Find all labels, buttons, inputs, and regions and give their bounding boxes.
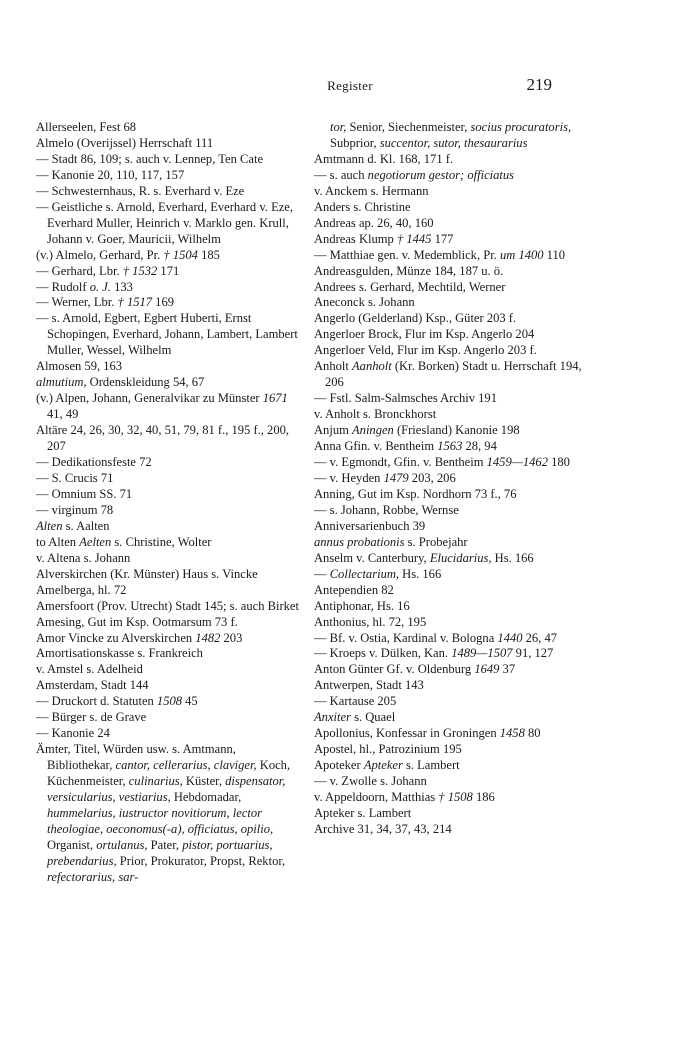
- entry-text: Aneconck s. Johann: [314, 295, 415, 310]
- entry-text: v. Amstel s. Adelheid: [36, 662, 143, 677]
- entry-text: Apostel, hl., Patrozinium 195: [314, 742, 462, 757]
- entry-text: Alverskirchen (Kr. Münster) Haus s. Vincke: [36, 566, 258, 581]
- index-entry: [314, 535, 582, 551]
- entry-text: Anholt: [314, 359, 352, 374]
- entry-text: (v.) Almelo, Gerhard, Pr.: [36, 247, 164, 262]
- index-entry: [36, 200, 300, 248]
- index-entry: [314, 423, 582, 439]
- index-entry: [36, 136, 300, 152]
- index-entry: [314, 311, 582, 327]
- entry-text: Amelberga, hl. 72: [36, 582, 127, 597]
- italic-text: † 1445: [396, 231, 432, 246]
- index-entry: [36, 694, 300, 710]
- italic-text: annus probationis: [314, 534, 405, 549]
- entry-text: 180: [547, 455, 570, 470]
- italic-text: Aelten: [79, 534, 112, 549]
- index-entry: [314, 487, 582, 503]
- entry-text: Anton Günter Gf. v. Oldenburg: [314, 662, 475, 677]
- entry-text: — Gerhard, Lbr.: [36, 263, 123, 278]
- italic-text: Elucidarius,: [429, 550, 492, 565]
- entry-text: v. Anholt s. Bronckhorst: [314, 407, 437, 422]
- italic-text: 1479: [383, 470, 409, 485]
- entry-text: to Alten: [36, 534, 80, 549]
- italic-text: 1458: [499, 726, 525, 741]
- italic-text: pistor, portuarius, prebendarius,: [47, 837, 273, 868]
- index-entry: [36, 503, 300, 519]
- entry-text: — Druckort d. Statuten: [36, 694, 157, 709]
- entry-text: s. Probejahr: [404, 534, 468, 549]
- entry-text: 37: [499, 662, 516, 677]
- entry-text: Amor Vincke zu Alverskirchen: [36, 630, 196, 645]
- index-entry: [36, 168, 300, 184]
- index-entry: [314, 264, 582, 280]
- entry-text: s. Christine, Wolter: [111, 534, 212, 549]
- entry-text: 26, 47: [522, 630, 558, 645]
- entry-text: 80: [524, 726, 541, 741]
- index-entry: [314, 471, 582, 487]
- entry-text: Andreasgulden, Münze 184, 187 u. ö.: [314, 263, 504, 278]
- index-entry: [314, 806, 582, 822]
- index-entry: [36, 184, 300, 200]
- entry-text: Anniversarienbuch 39: [314, 518, 426, 533]
- entry-text: Altäre 24, 26, 30, 32, 40, 51, 79, 81 f., 195 f., 200, 207: [36, 423, 290, 454]
- entry-text: Anning, Gut im Ksp. Nordhorn 73 f., 76: [314, 486, 517, 501]
- entry-text: Andreas ap. 26, 40, 160: [314, 215, 434, 230]
- index-entry: [314, 551, 582, 567]
- entry-text: — Bürger s. de Grave: [36, 710, 147, 725]
- italic-text: ortulanus,: [96, 837, 148, 852]
- index-entry: [36, 471, 300, 487]
- entry-text: — Kartause 205: [314, 694, 397, 709]
- entry-text: Angerloer Veld, Flur im Ksp. Angerlo 203 f.: [314, 343, 537, 358]
- index-entry: [36, 248, 300, 264]
- index-entry: [36, 615, 300, 631]
- index-entry: [36, 455, 300, 471]
- index-entry: [36, 311, 300, 359]
- entry-text: Küster,: [182, 774, 226, 789]
- index-entry: [314, 120, 582, 152]
- entry-text: (Friesland) Kanonie 198: [393, 423, 520, 438]
- index-column-right: [314, 120, 582, 838]
- index-entry: [36, 599, 300, 615]
- index-entry: [314, 822, 582, 838]
- index-entry: [36, 487, 300, 503]
- italic-text: hummelarius, iustructor novitiorum, lector theologiae, oeconomus(-a), officiatus, opilio,: [47, 805, 274, 836]
- entry-text: s. Aalten: [62, 518, 110, 533]
- entry-text: — Schwesternhaus, R. s. Everhard v. Eze: [36, 183, 245, 198]
- entry-text: 203, 206: [408, 470, 456, 485]
- index-entry: [314, 343, 582, 359]
- entry-text: Anjum: [314, 423, 352, 438]
- italic-text: socius procuratoris,: [470, 120, 572, 134]
- index-entry: [36, 567, 300, 583]
- entry-text: 45: [182, 694, 198, 709]
- index-entry: [314, 168, 582, 184]
- entry-text: v. Appeldoorn, Matthias: [314, 790, 439, 805]
- italic-text: um 1400: [499, 247, 544, 262]
- index-entry: [314, 216, 582, 232]
- index-entry: [314, 742, 582, 758]
- entry-text: v. Anckem s. Hermann: [314, 183, 429, 198]
- entry-text: — s. Arnold, Egbert, Egbert Huberti, Ernst Schopingen, Everhard, Johann, Lambert, Lambert Muller, Wessel, Wilhelm: [36, 311, 298, 358]
- entry-text: — v. Egmondt, Gfin. v. Bentheim: [314, 455, 487, 470]
- entry-text: Prior, Prokurator, Propst, Rektor,: [116, 853, 286, 868]
- index-entry: [36, 583, 300, 599]
- index-entry: [314, 359, 582, 391]
- index-entry: [314, 152, 582, 168]
- italic-text: † 1504: [163, 247, 198, 262]
- italic-text: almutium,: [36, 375, 87, 390]
- entry-text: Hs. 166: [399, 566, 442, 581]
- index-entry: [36, 423, 300, 455]
- index-entry: [36, 264, 300, 280]
- index-entry: [314, 232, 582, 248]
- entry-text: Allerseelen, Fest 68: [36, 120, 137, 134]
- entry-text: 177: [431, 231, 454, 246]
- entry-text: Angerlo (Gelderland) Ksp., Güter 203 f.: [314, 311, 517, 326]
- entry-text: Antwerpen, Stadt 143: [314, 678, 424, 693]
- italic-text: † 1532: [122, 263, 158, 278]
- entry-text: Apteker s. Lambert: [314, 805, 412, 820]
- italic-text: 1563: [437, 439, 463, 454]
- index-entry: [314, 455, 582, 471]
- entry-text: 169: [152, 295, 175, 310]
- index-entry: [314, 646, 582, 662]
- index-entry: [314, 774, 582, 790]
- index-entry: [314, 694, 582, 710]
- italic-text: † 1508: [438, 790, 473, 805]
- index-entry: [314, 439, 582, 455]
- running-head: Register: [327, 78, 373, 93]
- index-entry: [36, 726, 300, 742]
- entry-text: Pater,: [147, 837, 183, 852]
- entry-text: 171: [157, 263, 180, 278]
- index-entry: [314, 503, 582, 519]
- index-entry: [314, 726, 582, 742]
- entry-text: Organist,: [47, 837, 97, 852]
- index-entry: [36, 551, 300, 567]
- entry-text: Almosen 59, 163: [36, 359, 123, 374]
- index-entry: [36, 646, 300, 662]
- index-entry: [36, 152, 300, 168]
- entry-text: Antependien 82: [314, 582, 394, 597]
- entry-text: Amesing, Gut im Ksp. Ootmarsum 73 f.: [36, 614, 238, 629]
- entry-text: s. Quael: [350, 710, 396, 725]
- index-entry: [36, 742, 300, 886]
- entry-text: Subprior,: [330, 135, 380, 150]
- italic-text: refectorarius, sar-: [47, 869, 139, 884]
- entry-text: Amortisationskasse s. Frankreich: [36, 646, 203, 661]
- entry-text: — Stadt 86, 109; s. auch v. Lennep, Ten Cate: [36, 151, 264, 166]
- index-entry: [36, 710, 300, 726]
- entry-text: 110: [543, 247, 566, 262]
- index-entry: [314, 391, 582, 407]
- italic-text: 1489—1507: [451, 646, 513, 661]
- entry-text: — v. Zwolle s. Johann: [314, 774, 427, 789]
- italic-text: 1440: [497, 630, 523, 645]
- italic-text: tor,: [330, 120, 347, 134]
- entry-text: Almelo (Overijssel) Herrschaft 111: [36, 135, 214, 150]
- index-entry: [36, 295, 300, 311]
- index-entry: [314, 678, 582, 694]
- italic-text: cantor, cellerarius, claviger,: [115, 758, 257, 773]
- entry-text: 186: [472, 790, 495, 805]
- index-entry: [314, 200, 582, 216]
- index-entry: [314, 280, 582, 296]
- italic-text: Apteker: [363, 758, 403, 773]
- entry-text: Apoteker: [314, 758, 364, 773]
- index-entry: [36, 631, 300, 647]
- italic-text: Collectarium,: [329, 566, 400, 581]
- entry-text: Archive 31, 34, 37, 43, 214: [314, 821, 452, 836]
- entry-text: Anna Gfin. v. Bentheim: [314, 439, 438, 454]
- entry-text: 28, 94: [462, 439, 497, 454]
- entry-text: Amsterdam, Stadt 144: [36, 678, 149, 693]
- entry-text: Koch, Küchenmeister,: [47, 758, 291, 789]
- entry-text: — s. auch: [314, 167, 368, 182]
- entry-text: — Kroeps v. Dülken, Kan.: [314, 646, 452, 661]
- entry-text: Amtmann d. Kl. 168, 171 f.: [314, 151, 454, 166]
- entry-text: — Matthiae gen. v. Medemblick, Pr.: [314, 247, 500, 262]
- index-entry: [314, 599, 582, 615]
- italic-text: Aningen: [352, 423, 394, 438]
- index-entry: [36, 391, 300, 423]
- index-entry: [314, 758, 582, 774]
- italic-text: Alten: [36, 518, 63, 533]
- entry-text: (Kr. Borken) Stadt u. Herrschaft 194, 206: [325, 359, 582, 390]
- index-entry: [314, 407, 582, 423]
- index-entry: [314, 519, 582, 535]
- entry-text: — Rudolf: [36, 279, 90, 294]
- index-column-left: [36, 120, 300, 886]
- index-entry: [36, 662, 300, 678]
- index-entry: [36, 359, 300, 375]
- italic-text: 1482: [195, 630, 221, 645]
- entry-text: v. Altena s. Johann: [36, 550, 131, 565]
- entry-text: Hs. 166: [491, 550, 534, 565]
- index-entry: [314, 631, 582, 647]
- entry-text: Antiphonar, Hs. 16: [314, 598, 410, 613]
- italic-text: o. J.: [89, 279, 111, 294]
- entry-text: Andreas Klump: [314, 231, 397, 246]
- italic-text: 1649: [474, 662, 500, 677]
- entry-text: — Dedikationsfeste 72: [36, 455, 152, 470]
- index-entry: [36, 519, 300, 535]
- italic-text: dispensator, versicularius, vestiarius,: [47, 774, 286, 805]
- index-entry: [36, 120, 300, 136]
- entry-text: 203: [220, 630, 243, 645]
- italic-text: culinarius,: [128, 774, 183, 789]
- entry-text: Angerloer Brock, Flur im Ksp. Angerlo 204: [314, 327, 535, 342]
- index-entry: [36, 535, 300, 551]
- entry-text: — virginum 78: [36, 502, 114, 517]
- entry-text: Apollonius, Konfessar in Groningen: [314, 726, 500, 741]
- page-number: 219: [526, 75, 552, 94]
- entry-text: Senior, Siechenmeister,: [346, 120, 471, 134]
- entry-text: — Kanonie 20, 110, 117, 157: [36, 167, 185, 182]
- italic-text: 1671: [262, 391, 288, 406]
- index-entry: [314, 567, 582, 583]
- entry-text: — Omnium SS. 71: [36, 486, 133, 501]
- entry-text: 185: [197, 247, 220, 262]
- italic-text: succentor, sutor, thesaurarius: [379, 135, 528, 150]
- entry-text: Amersfoort (Prov. Utrecht) Stadt 145; s. auch Birket: [36, 598, 299, 613]
- index-entry: [36, 280, 300, 296]
- entry-text: Hebdomadar,: [170, 790, 242, 805]
- index-entry: [314, 662, 582, 678]
- entry-text: — Fstl. Salm-Salmsches Archiv 191: [314, 391, 497, 406]
- entry-text: — Bf. v. Ostia, Kardinal v. Bologna: [314, 630, 498, 645]
- entry-text: Ämter, Titel, Würden usw. s. Amtmann, Bibliothekar,: [36, 742, 236, 773]
- italic-text: 1459—1462: [486, 455, 548, 470]
- entry-text: — s. Johann, Robbe, Wernse: [314, 502, 459, 517]
- index-entry: [314, 710, 582, 726]
- index-entry: [314, 295, 582, 311]
- entry-text: Anders s. Christine: [314, 199, 411, 214]
- index-entry: [314, 583, 582, 599]
- entry-text: — S. Crucis 71: [36, 470, 114, 485]
- entry-text: Ordenskleidung 54, 67: [86, 375, 205, 390]
- entry-text: Anthonius, hl. 72, 195: [314, 614, 427, 629]
- entry-text: 41, 49: [47, 407, 79, 422]
- italic-text: † 1517: [117, 295, 153, 310]
- italic-text: negotiorum gestor; officiatus: [367, 167, 515, 182]
- index-entry: [314, 184, 582, 200]
- entry-text: — Geistliche s. Arnold, Everhard, Everhard v. Eze, Everhard Muller, Heinrich v. Marklo gen. Krull, Johann v. Goer, Mauricii, Wilhelm: [36, 199, 294, 246]
- entry-text: — v. Heyden: [314, 470, 384, 485]
- entry-text: Andrees s. Gerhard, Mechtild, Werner: [314, 279, 506, 294]
- page-header: [0, 75, 700, 100]
- entry-text: 91, 127: [512, 646, 554, 661]
- entry-text: — Werner, Lbr.: [36, 295, 118, 310]
- entry-text: —: [314, 566, 330, 581]
- index-entry: [314, 615, 582, 631]
- entry-text: s. Lambert: [402, 758, 460, 773]
- entry-text: Anselm v. Canterbury,: [314, 550, 430, 565]
- index-entry: [314, 327, 582, 343]
- index-entry: [36, 678, 300, 694]
- italic-text: 1508: [156, 694, 183, 709]
- entry-text: (v.) Alpen, Johann, Generalvikar zu Münster: [36, 391, 263, 406]
- entry-text: 133: [110, 279, 133, 294]
- italic-text: Anxiter: [314, 710, 351, 725]
- entry-text: — Kanonie 24: [36, 726, 110, 741]
- index-entry: [36, 375, 300, 391]
- index-entry: [314, 248, 582, 264]
- index-entry: [314, 790, 582, 806]
- italic-text: Aanholt: [352, 359, 392, 374]
